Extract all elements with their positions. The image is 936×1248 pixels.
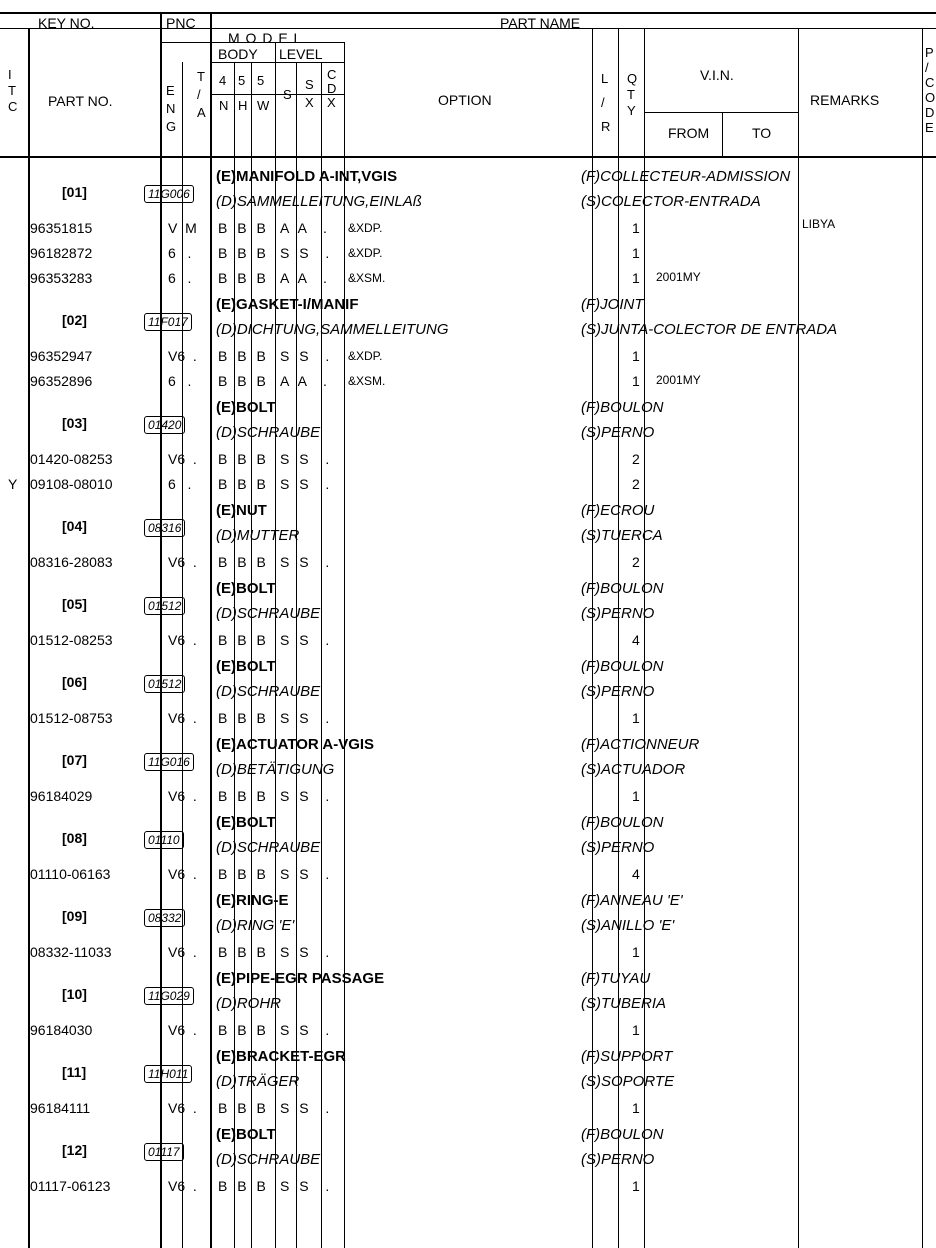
- remarks-header: REMARKS: [810, 92, 880, 108]
- key-number: [03]: [62, 415, 87, 431]
- part-number: 01117-06123: [30, 1178, 111, 1194]
- body-codes: B B B: [218, 632, 269, 648]
- ta-header: A: [197, 105, 206, 120]
- itc-header: I: [8, 67, 12, 82]
- part-number: 96353283: [30, 270, 93, 286]
- pnc-box: 08332: [144, 909, 185, 927]
- part-number: 96184111: [30, 1100, 91, 1116]
- body-codes: B B B: [218, 944, 269, 960]
- level-codes: S S .: [280, 1178, 333, 1194]
- option-header: OPTION: [438, 92, 492, 108]
- part-name-spanish: (S)PERNO: [581, 683, 655, 700]
- pcode-header: E: [925, 120, 934, 135]
- col-body-4n: [234, 62, 235, 1248]
- option-code: &XSM.: [348, 374, 386, 388]
- part-name-spanish: (S)TUBERIA: [581, 995, 667, 1012]
- part-name-german: (D)SCHRAUBE: [216, 683, 321, 700]
- pcode-header: C: [925, 75, 935, 90]
- part-name-english: (E)NUT: [216, 502, 267, 519]
- level-codes: S S .: [280, 348, 333, 364]
- part-number: 96182872: [30, 245, 93, 261]
- quantity: 1: [632, 348, 640, 364]
- quantity: 2: [632, 476, 640, 492]
- lr-header: L: [601, 71, 609, 86]
- key-number: [06]: [62, 674, 87, 690]
- part-number: 08316-28083: [30, 554, 113, 570]
- body-codes: B B B: [218, 373, 269, 389]
- part-name-spanish: (S)PERNO: [581, 424, 655, 441]
- engine-code: V M: [168, 220, 197, 236]
- part-name-spanish: (S)PERNO: [581, 839, 655, 856]
- quantity: 2: [632, 451, 640, 467]
- part-number: 96184030: [30, 1022, 93, 1038]
- part-name-french: (F)TUYAU: [581, 970, 651, 987]
- part-name-english: (E)ACTUATOR A-VGIS: [216, 736, 375, 753]
- level-codes: A A .: [280, 220, 330, 236]
- lr-header: /: [601, 95, 605, 110]
- engine-code: 6 .: [168, 245, 192, 261]
- pcode-header: O: [925, 90, 936, 105]
- part-name-spanish: (S)PERNO: [581, 1151, 655, 1168]
- body-codes: B B B: [218, 554, 269, 570]
- pnc-box: 11G006: [144, 185, 194, 203]
- qty-header: T: [627, 87, 635, 102]
- key-number: [04]: [62, 518, 87, 534]
- body-codes: B B B: [218, 245, 269, 261]
- part-name-french: (F)BOULON: [581, 814, 664, 831]
- pnc-box: 11F017: [144, 313, 192, 331]
- engine-code: V6 .: [168, 451, 197, 467]
- part-name-german: (D)SCHRAUBE: [216, 605, 321, 622]
- option-code: &XSM.: [348, 271, 386, 285]
- engine-code: V6 .: [168, 1100, 197, 1116]
- body-codes: B B B: [218, 1100, 269, 1116]
- col-model-divider: [344, 42, 345, 1248]
- level-sx-header: X: [305, 95, 314, 110]
- engine-code: V6 .: [168, 554, 197, 570]
- key-number: [12]: [62, 1142, 87, 1158]
- ta-header: T: [197, 69, 205, 84]
- key-number: [11]: [62, 1064, 87, 1080]
- pnc-box: 01420: [144, 416, 185, 434]
- part-number: 96184029: [30, 788, 93, 804]
- body-codes: B B B: [218, 710, 269, 726]
- part-name-french: (F)ACTIONNEUR: [581, 736, 700, 753]
- col-vin-divider: [798, 28, 799, 1248]
- body-header: BODY: [218, 46, 258, 62]
- key-no-header: KEY NO.: [38, 15, 95, 31]
- key-number: [07]: [62, 752, 87, 768]
- part-number: 96352947: [30, 348, 93, 364]
- body-codes: B B B: [218, 220, 269, 236]
- body-codes: B B B: [218, 1022, 269, 1038]
- part-name-german: (D)SCHRAUBE: [216, 1151, 321, 1168]
- pnc-box: 11H011: [144, 1065, 192, 1083]
- col-lr-divider: [618, 28, 619, 1248]
- part-name-english: (E)GASKET-I/MANIF: [216, 296, 359, 313]
- key-number: [09]: [62, 908, 87, 924]
- col-level-sx: [321, 62, 322, 1248]
- engine-code: V6 .: [168, 866, 197, 882]
- quantity: 1: [632, 788, 640, 804]
- part-name-spanish: (S)SOPORTE: [581, 1073, 675, 1090]
- engine-code: 6 .: [168, 373, 192, 389]
- header-row1-border: [0, 28, 936, 29]
- col-body-level-divider: [275, 42, 276, 1248]
- body-col-header: 5: [257, 73, 265, 88]
- part-name-english: (E)BOLT: [216, 580, 276, 597]
- part-name-french: (F)COLLECTEUR-ADMISSION: [581, 168, 791, 185]
- part-number: 01512-08253: [30, 632, 113, 648]
- part-name-french: (F)SUPPORT: [581, 1048, 673, 1065]
- part-name-french: (F)ANNEAU 'E': [581, 892, 683, 909]
- itc-header: T: [8, 83, 16, 98]
- col-level-s: [296, 62, 297, 1248]
- remarks: LIBYA: [802, 217, 836, 231]
- vin-row-border: [644, 112, 798, 113]
- quantity: 1: [632, 220, 640, 236]
- level-codes: S S .: [280, 554, 333, 570]
- part-name-french: (F)BOULON: [581, 399, 664, 416]
- key-number: [02]: [62, 312, 87, 328]
- level-cdx-header: D: [327, 81, 337, 96]
- vin-header: V.I.N.: [700, 67, 734, 83]
- qty-header: Y: [627, 103, 636, 118]
- part-number: 09108-08010: [30, 476, 113, 492]
- body-codes: B B B: [218, 270, 269, 286]
- part-name-german: (D)BETÄTIGUNG: [216, 761, 335, 778]
- level-codes: S S .: [280, 632, 333, 648]
- quantity: 1: [632, 1100, 640, 1116]
- part-no-header: PART NO.: [48, 93, 113, 109]
- part-name-german: (D)RING 'E': [216, 917, 295, 934]
- level-codes: S S .: [280, 710, 333, 726]
- part-name-english: (E)BOLT: [216, 658, 276, 675]
- level-codes: S S .: [280, 451, 333, 467]
- part-name-english: (E)RING-E: [216, 892, 289, 909]
- eng-header: N: [166, 101, 176, 116]
- part-name-german: (D)ROHR: [216, 995, 281, 1012]
- part-name-spanish: (S)PERNO: [581, 605, 655, 622]
- col-pnc-divider: [210, 12, 212, 1248]
- quantity: 4: [632, 632, 640, 648]
- part-name-spanish: (S)ACTUADOR: [581, 761, 686, 778]
- part-name-french: (F)BOULON: [581, 658, 664, 675]
- level-codes: S S .: [280, 866, 333, 882]
- option-code: &XDP.: [348, 246, 383, 260]
- body-codes: B B B: [218, 788, 269, 804]
- vin-to-header: TO: [752, 125, 772, 141]
- ta-header: /: [197, 87, 201, 102]
- body-codes: B B B: [218, 348, 269, 364]
- col-option-divider: [592, 28, 593, 1248]
- quantity: 1: [632, 270, 640, 286]
- engine-code: V6 .: [168, 1178, 197, 1194]
- part-name-spanish: (S)ANILLO 'E': [581, 917, 675, 934]
- body-codes: B B B: [218, 451, 269, 467]
- col-remarks-divider: [922, 28, 923, 1248]
- key-number: [05]: [62, 596, 87, 612]
- qty-header: Q: [627, 71, 638, 86]
- itc-flag: Y: [8, 476, 18, 492]
- col-qty-divider: [644, 28, 645, 1248]
- engine-code: V6 .: [168, 710, 197, 726]
- pcode-header: D: [925, 105, 935, 120]
- part-name-german: (D)SCHRAUBE: [216, 424, 321, 441]
- vin-from: 2001MY: [656, 373, 701, 387]
- part-name-french: (F)BOULON: [581, 580, 664, 597]
- engine-code: V6 .: [168, 348, 197, 364]
- key-number: [08]: [62, 830, 87, 846]
- level-codes: S S .: [280, 245, 333, 261]
- option-code: &XDP.: [348, 221, 383, 235]
- quantity: 1: [632, 710, 640, 726]
- level-codes: S S .: [280, 476, 333, 492]
- part-name-german: (D)MUTTER: [216, 527, 300, 544]
- quantity: 1: [632, 944, 640, 960]
- eng-header: E: [166, 83, 175, 98]
- part-number: 08332-11033: [30, 944, 112, 960]
- pcode-header: /: [925, 60, 929, 75]
- body-col-header: N: [219, 98, 229, 113]
- engine-code: V6 .: [168, 788, 197, 804]
- level-cdx-header: C: [327, 67, 337, 82]
- top-border: [0, 12, 936, 14]
- level-codes: S S .: [280, 1022, 333, 1038]
- level-header: LEVEL: [279, 46, 323, 62]
- engine-code: 6 .: [168, 476, 192, 492]
- itc-header: C: [8, 99, 18, 114]
- body-col-header: 5: [238, 73, 246, 88]
- key-number: [10]: [62, 986, 87, 1002]
- level-codes: A A .: [280, 373, 330, 389]
- level-codes: S S .: [280, 1100, 333, 1116]
- part-number: 96352896: [30, 373, 93, 389]
- part-name-english: (E)BOLT: [216, 814, 276, 831]
- col-body-5h: [251, 62, 252, 1248]
- part-name-header: PART NAME: [500, 15, 581, 31]
- pcode-header: P: [925, 45, 934, 60]
- quantity: 1: [632, 245, 640, 261]
- eng-header: G: [166, 119, 177, 134]
- lr-header: R: [601, 119, 611, 134]
- quantity: 1: [632, 373, 640, 389]
- pnc-box: 01512: [144, 597, 185, 615]
- part-number: 01512-08753: [30, 710, 113, 726]
- level-codes: A A .: [280, 270, 330, 286]
- quantity: 1: [632, 1178, 640, 1194]
- part-number: 01110-06163: [30, 866, 111, 882]
- pnc-box: 11G029: [144, 987, 194, 1005]
- pnc-box: 11G016: [144, 753, 194, 771]
- key-number: [01]: [62, 184, 87, 200]
- quantity: 1: [632, 1022, 640, 1038]
- vin-from-to-divider: [722, 112, 723, 156]
- quantity: 4: [632, 866, 640, 882]
- part-name-german: (D)SCHRAUBE: [216, 839, 321, 856]
- header-bottom-border: [0, 156, 936, 158]
- body-num-row-border: [210, 94, 345, 95]
- body-codes: B B B: [218, 476, 269, 492]
- body-col-header: W: [257, 98, 270, 113]
- model-header: M O D E L: [228, 30, 303, 46]
- quantity: 2: [632, 554, 640, 570]
- level-codes: S S .: [280, 944, 333, 960]
- engine-code: V6 .: [168, 1022, 197, 1038]
- level-codes: S S .: [280, 788, 333, 804]
- body-level-row-border: [210, 62, 345, 63]
- vin-from-header: FROM: [668, 125, 710, 141]
- part-name-french: (F)ECROU: [581, 502, 655, 519]
- part-name-spanish: (S)COLECTOR-ENTRADA: [581, 193, 761, 210]
- body-col-header: H: [238, 98, 248, 113]
- part-name-french: (F)JOINT: [581, 296, 644, 313]
- part-name-french: (F)BOULON: [581, 1126, 664, 1143]
- part-name-german: (D)SAMMELLEITUNG,EINLAß: [216, 193, 422, 210]
- part-name-spanish: (S)TUERCA: [581, 527, 663, 544]
- pnc-box: 01512: [144, 675, 185, 693]
- level-sx-header: S: [305, 77, 314, 92]
- part-name-spanish: (S)JUNTA-COLECTOR DE ENTRADA: [581, 321, 838, 338]
- pnc-box: 01117: [144, 1143, 184, 1161]
- engine-code: V6 .: [168, 944, 197, 960]
- body-col-header: 4: [219, 73, 227, 88]
- part-name-english: (E)MANIFOLD A-INT,VGIS: [216, 168, 398, 185]
- part-name-english: (E)BOLT: [216, 399, 276, 416]
- part-number: 96351815: [30, 220, 93, 236]
- vin-from: 2001MY: [656, 270, 701, 284]
- engine-code: 6 .: [168, 270, 192, 286]
- level-s-header: S: [283, 87, 292, 102]
- part-name-german: (D)TRÄGER: [216, 1073, 300, 1090]
- level-cdx-header: X: [327, 95, 336, 110]
- part-name-english: (E)BRACKET-EGR: [216, 1048, 346, 1065]
- engine-code: V6 .: [168, 632, 197, 648]
- part-number: 01420-08253: [30, 451, 113, 467]
- part-name-english: (E)BOLT: [216, 1126, 276, 1143]
- pnc-box: 01110: [144, 831, 184, 849]
- option-code: &XDP.: [348, 349, 383, 363]
- body-codes: B B B: [218, 866, 269, 882]
- part-name-english: (E)PIPE-EGR PASSAGE: [216, 970, 385, 987]
- pnc-box: 08316: [144, 519, 185, 537]
- pnc-header: PNC: [166, 15, 196, 31]
- part-name-german: (D)DICHTUNG,SAMMELLEITUNG: [216, 321, 449, 338]
- body-codes: B B B: [218, 1178, 269, 1194]
